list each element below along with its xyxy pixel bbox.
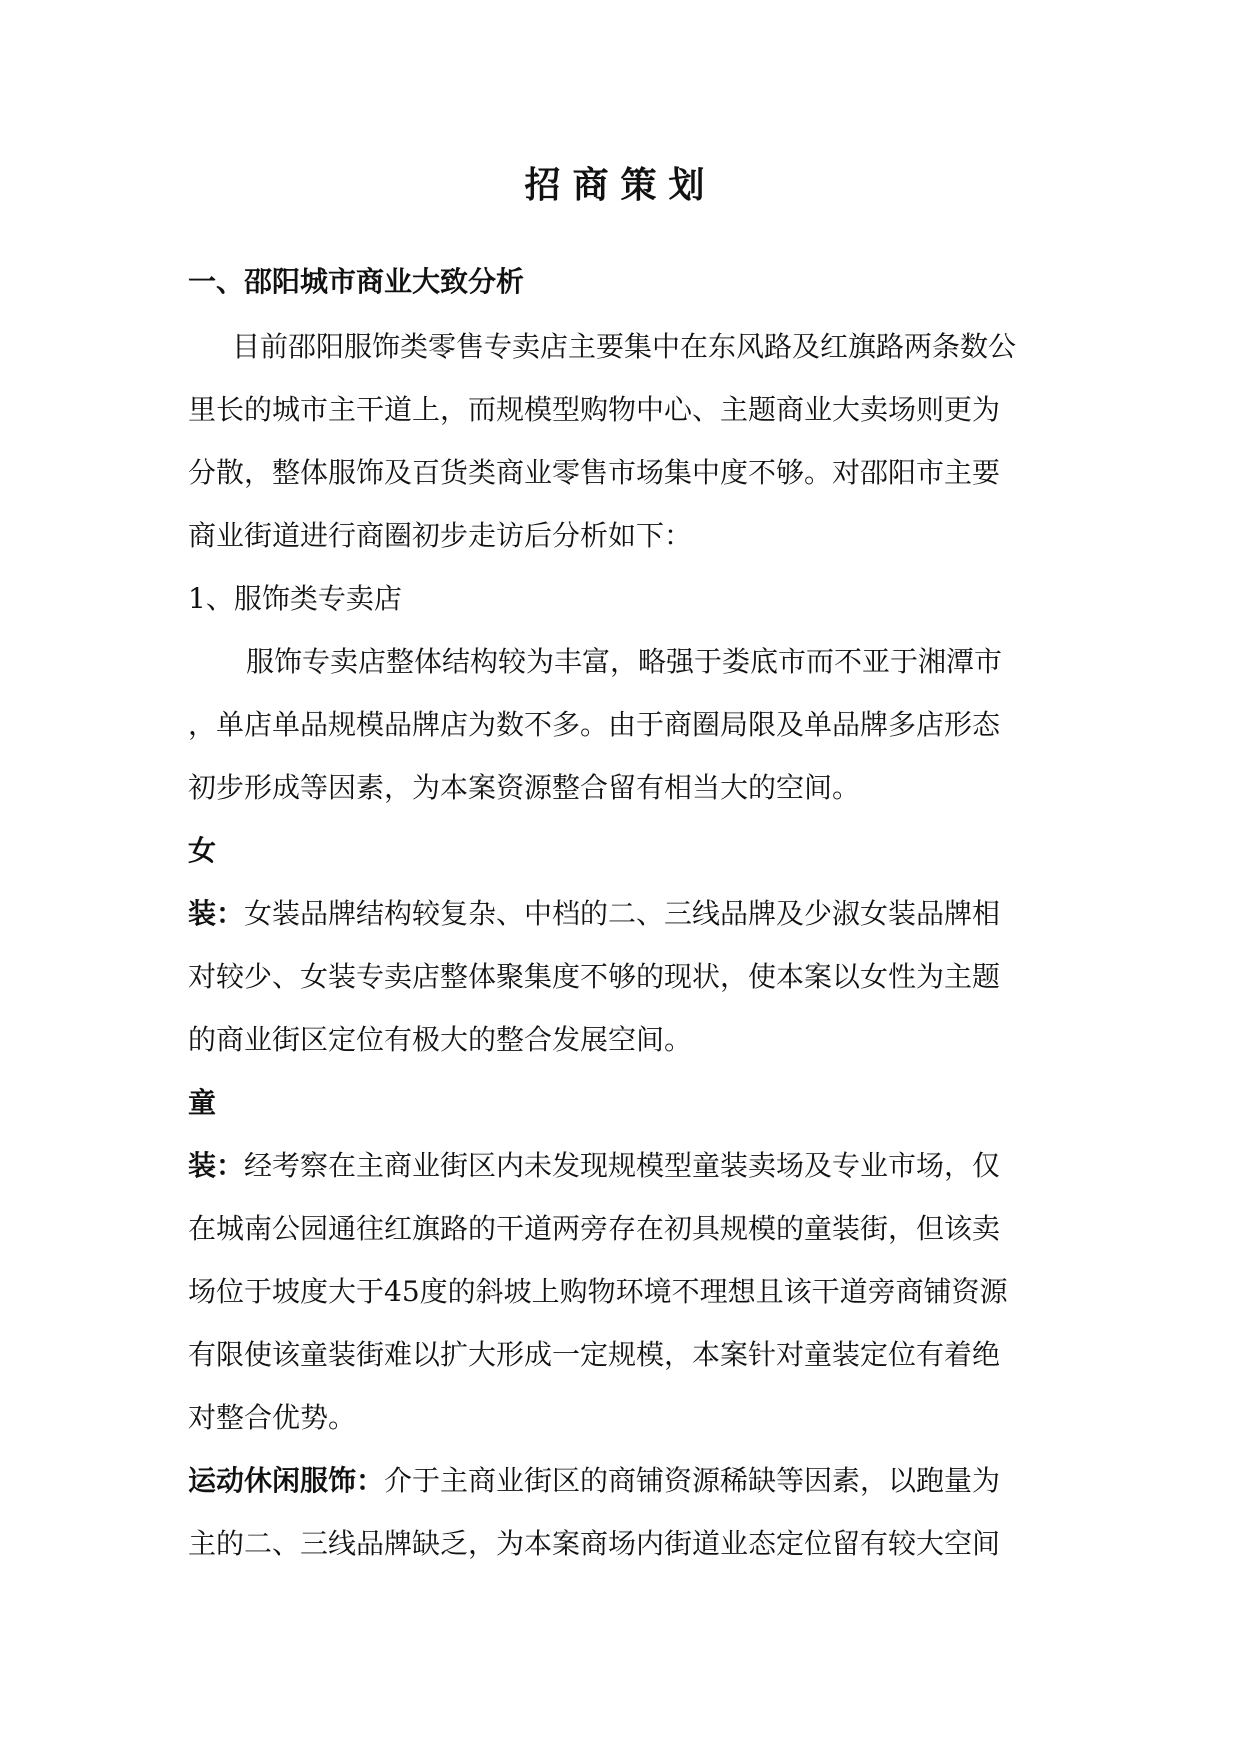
- children-line-2: 在城南公园通往红旗路的干道两旁存在初具规模的童装街，但该卖: [188, 1212, 1001, 1245]
- children-text-1: 经考察在主商业街区内未发现规模型童装卖场及专业市场，仅: [244, 1149, 1001, 1182]
- sports-text-1: 介于主商业街区的商铺资源稀缺等因素，以跑量为: [384, 1464, 1001, 1497]
- intro-line-1: 目前邵阳服饰类零售专卖店主要集中在东风路及红旗路两条数公: [232, 330, 1017, 363]
- intro-line-4: 商业街道进行商圈初步走访后分析如下：: [188, 519, 693, 552]
- section-heading: 一、邵阳城市商业大致分析: [188, 265, 525, 298]
- apparel-line-3: 初步形成等因素，为本案资源整合留有相当大的空间。: [188, 771, 861, 804]
- intro-line-2: 里长的城市主干道上，而规模型购物中心、主题商业大卖场则更为: [188, 393, 1001, 426]
- sports-line-2: 主的二、三线品牌缺乏，为本案商场内街道业态定位留有较大空间: [188, 1527, 1001, 1560]
- women-label-part2: 装：: [188, 897, 245, 930]
- sports-line-1: [188, 1461, 1000, 1501]
- intro-line-3: 分散，整体服饰及百货类商业零售市场集中度不够。对邵阳市主要: [188, 456, 1001, 489]
- apparel-line-2: ，单店单品规模品牌店为数不多。由于商圈局限及单品牌多店形态: [188, 708, 1001, 741]
- women-line-3: 的商业街区定位有极大的整合发展空间。: [188, 1023, 693, 1056]
- women-line-2: 对较少、女装专卖店整体聚集度不够的现状，使本案以女性为主题: [188, 960, 1001, 993]
- children-line-4: 有限使该童装街难以扩大形成一定规模，本案针对童装定位有着绝: [188, 1338, 1001, 1371]
- apparel-line-1: 服饰专卖店整体结构较为丰富，略强于娄底市而不亚于湘潭市: [246, 645, 1003, 678]
- children-line-5: 对整合优势。: [188, 1401, 357, 1434]
- document-title: 招商策划: [524, 164, 717, 206]
- women-text-1: 女装品牌结构较复杂、中档的二、三线品牌及少淑女装品牌相: [244, 897, 1001, 930]
- children-line-1: [188, 1146, 1000, 1186]
- children-label-part2: 装：: [188, 1149, 245, 1182]
- women-line-1: [188, 894, 1000, 934]
- children-label-part1: 童: [188, 1086, 217, 1119]
- sports-label: 运动休闲服饰：: [188, 1464, 385, 1497]
- subsection-heading: 1、服饰类专卖店: [188, 582, 402, 615]
- women-label-part1: 女: [188, 834, 217, 867]
- children-line-3: 场位于坡度大于45度的斜坡上购物环境不理想且该干道旁商铺资源: [188, 1275, 1008, 1308]
